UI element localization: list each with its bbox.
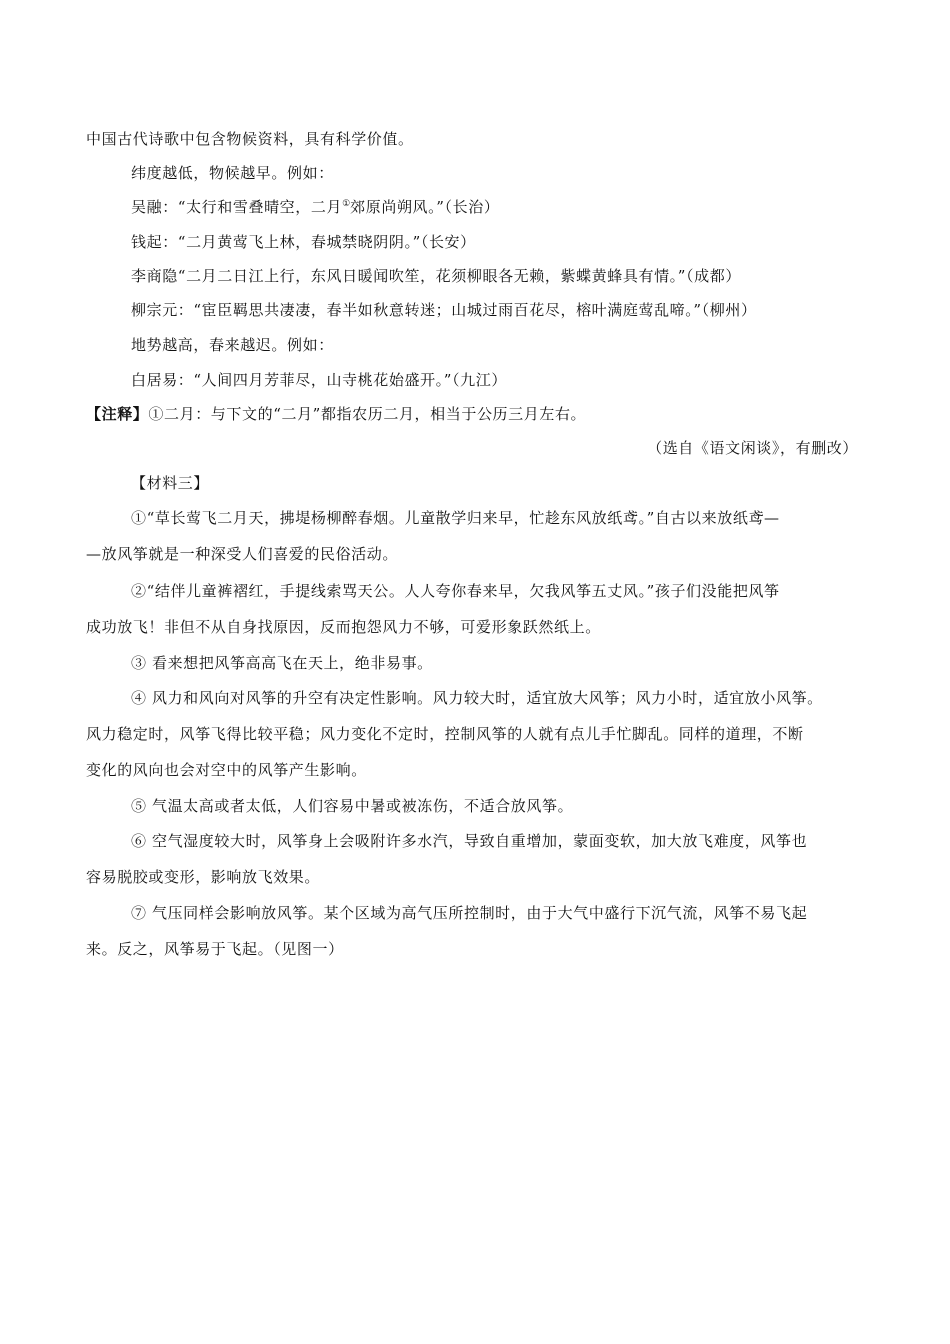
annotation [86,403,586,425]
annotation-text: ①二月：与下文的“二月”都指农历二月，相当于公历三月左右。 [148,405,587,423]
m3-p4-line2: 风力稳定时，风筝飞得比较平稳；风力变化不定时，控制风筝的人就有点儿手忙脚乱。同样的道理，不断 [86,725,804,743]
poem-wu-rong [131,196,499,218]
poem-qian-qi: 钱起：“二月黄莺飞上林，春城禁晓阴阴。”（长安） [131,233,476,251]
latitude-claim: 纬度越低，物候越早。例如： [131,164,334,182]
m3-p5-line1: ⑤ 气温太高或者太低，人们容易中暑或被冻伤，不适合放风筝。 [131,797,574,815]
m3-p6-line2: 容易脱胶或变形，影响放飞效果。 [86,868,321,886]
poem-bai-juyi: 白居易：“人间四月芳菲尽，山寺桃花始盛开。”（九江） [131,371,507,389]
m3-p3-line1: ③ 看来想把风筝高高飞在天上，绝非易事。 [131,654,433,672]
annotation-label: 【注释】 [86,405,149,423]
footnote-marker: ① [342,199,351,209]
material3-heading: 【材料三】 [131,474,210,492]
poem-li-shangyin: 李商隐“二月二日江上行，东风日暖闻吹笙，花须柳眼各无赖，紫蝶黄蜂具有情。”（成都） [131,267,741,285]
poem-wu-rong-part1: 吴融：“太行和雪叠晴空，二月 [131,198,343,216]
m3-p4-line3: 变化的风向也会对空中的风筝产生影响。 [86,761,367,779]
m3-p1-line2: —放风筝就是一种深受人们喜爱的民俗活动。 [86,545,399,563]
poem-liu-zongyuan: 柳宗元：“宦臣羁思共凄凄，春半如秋意转迷；山城过雨百花尽，榕叶满庭莺乱啼。”（柳州） [131,301,757,319]
altitude-claim: 地势越高，春来越迟。例如： [131,336,334,354]
source-citation: （选自《语文闲谈》，有删改） [647,439,858,457]
intro-line: 中国古代诗歌中包含物候资料，具有科学价值。 [86,130,414,148]
m3-p7-line2: 来。反之，风筝易于飞起。（见图一） [86,940,344,958]
m3-p7-line1: ⑦ 气压同样会影响放风筝。某个区域为高气压所控制时，由于大气中盛行下沉气流，风筝不易飞起 [131,904,808,922]
m3-p6-line1: ⑥ 空气湿度较大时，风筝身上会吸附许多水汽，导致自重增加，蒙面变软，加大放飞难度，风筝也 [131,832,808,850]
m3-p2-line2: 成功放飞！非但不从自身找原因，反而抱怨风力不够，可爱形象跃然纸上。 [86,618,601,636]
poem-wu-rong-part2: 郊原尚朔风。”（长治） [350,198,500,216]
m3-p2-line1: ②“结伴儿童裤褶红，手提线索骂天公。人人夸你春来早，欠我风筝五丈风。”孩子们没能把风筝 [131,582,780,600]
m3-p4-line1: ④ 风力和风向对风筝的升空有决定性影响。风力较大时，适宜放大风筝；风力小时，适宜放小风筝。 [131,689,823,707]
m3-p1-line1: ①“草长莺飞二月天，拂堤杨柳醉春烟。儿童散学归来早，忙趁东风放纸鸢。”自古以来放纸鸢— [131,509,780,527]
